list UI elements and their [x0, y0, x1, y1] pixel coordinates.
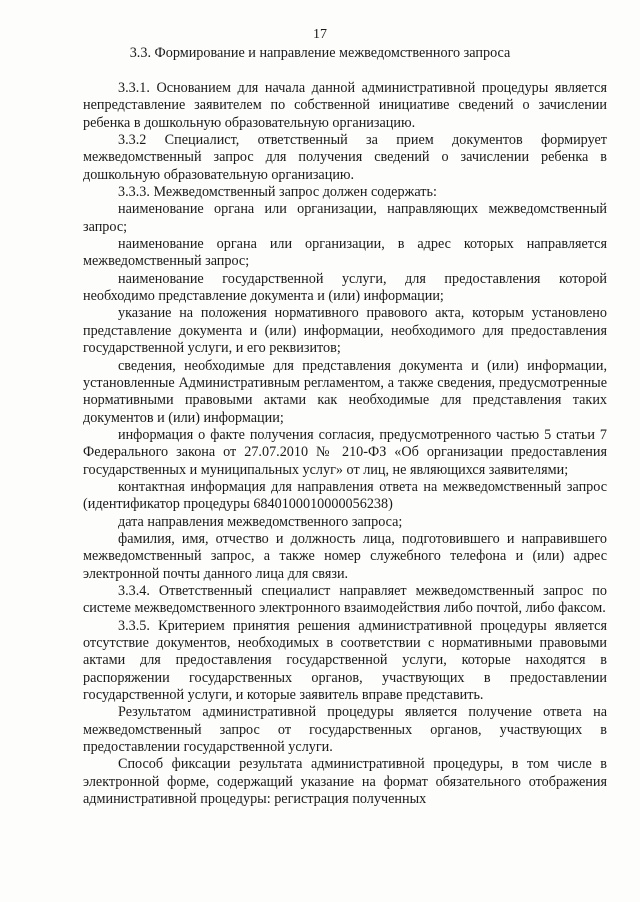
list-item-legal-act: указание на положения нормативного правового акта, которым установлено представление документа и (или) информации, необходимого для предоставления государственной услуги, и его реквизитов;	[83, 305, 607, 357]
paragraph-3-3-5: 3.3.5. Критерием принятия решения административной процедуры является отсутствие документов, необходимых в соответствии с нормативными правовыми актами для предоставления государственной услуги, которые находятся в распоряжении государственных органов, участвующих в предоставлении государственной услуги, и которые заявитель вправе представить.	[83, 617, 607, 704]
page-number: 17	[313, 27, 327, 42]
list-item-consent-info: информация о факте получения согласия, предусмотренного частью 5 статьи 7 Федерального закона от 27.07.2010 № 210-ФЗ «Об организации предоставления государственных и муниципальных услуг» от лиц, не являющихся заявителями;	[83, 426, 607, 478]
paragraph-result: Результатом административной процедуры является получение ответа на межведомственный запрос от государственных органов, участвующих в предоставлении государственной услуги.	[83, 704, 607, 756]
paragraph-3-3-3: 3.3.3. Межведомственный запрос должен содержать:	[118, 184, 437, 201]
list-item-sender-organ: наименование органа или организации, направляющих межведомственный запрос;	[83, 201, 607, 235]
paragraph-3-3-2: 3.3.2 Специалист, ответственный за прием документов формирует межведомственный запрос для получения сведений о зачислении ребенка в дошкольную образовательную организацию.	[83, 132, 607, 183]
list-item-request-date: дата направления межведомственного запроса;	[118, 513, 403, 530]
paragraph-3-3-4: 3.3.4. Ответственный специалист направляет межведомственный запрос по системе межведомственного электронного взаимодействия либо почтой, либо факсом.	[83, 582, 607, 617]
document-body	[83, 80, 607, 808]
list-item-required-info: сведения, необходимые для представления документа и (или) информации, установленные Административным регламентом, а также сведения, предусмотренные нормативными правовыми актами как необходимые для представления таких документов и (или) информации;	[83, 357, 607, 426]
list-item-responsible-person: фамилия, имя, отчество и должность лица, подготовившего и направившего межведомственный запрос, а также номер служебного телефона и (или) адрес электронной почты данного лица для связи.	[83, 530, 607, 582]
paragraph-3-3-1: 3.3.1. Основанием для начала данной административной процедуры является непредставление заявителем по собственной инициативе сведений о зачислении ребенка в дошкольную образовательную организацию.	[83, 80, 607, 131]
paragraph-fixation-method: Способ фиксации результата административной процедуры, в том числе в электронной форме, содержащий указание на формат обязательного отображения административной процедуры: регистрация полученных	[83, 756, 607, 808]
list-item-recipient-organ: наименование органа или организации, в адрес которых направляется межведомственный запрос;	[83, 236, 607, 270]
list-item-service-name: наименование государственной услуги, для предоставления которой необходимо представление документа и (или) информации;	[83, 270, 607, 305]
list-item-contact-info: контактная информация для направления ответа на межведомственный запрос (идентификатор процедуры 6840100010000056238)	[83, 478, 607, 513]
section-title: 3.3. Формирование и направление межведомственного запроса	[129, 45, 511, 61]
